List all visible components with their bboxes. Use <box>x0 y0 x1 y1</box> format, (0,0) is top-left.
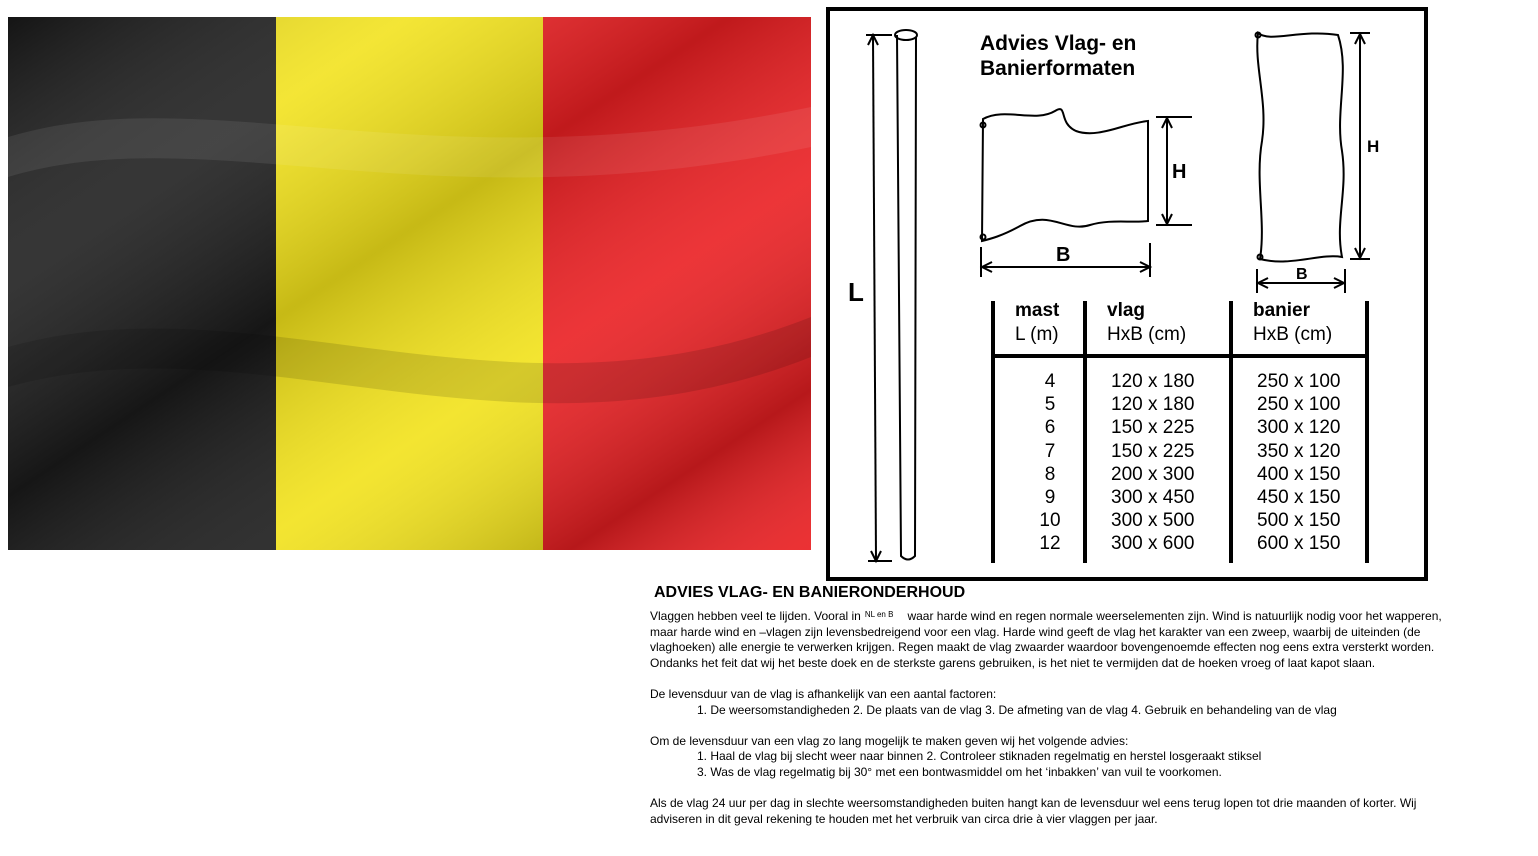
diagram-title-line2: Banierformaten <box>980 57 1136 80</box>
maintenance-advice <box>650 585 1530 843</box>
table-cell: 5 <box>1044 394 1056 416</box>
label-banner-width: B <box>1296 266 1308 283</box>
advice-text: vlaghoeken) alle energie te verwerken krijgen. Regen maakt de vlag zwaarder waardoor bovengenoemde effecten nog eens extra versterkt worden. <box>650 640 1435 655</box>
advice-text: waar harde wind en regen normale weerselementen zijn. Wind is natuurlijk nodig voor het wapperen, <box>907 608 1442 623</box>
flag-fold-shading <box>8 17 811 550</box>
header-vlag-unit: HxB (cm) <box>1107 324 1187 345</box>
banier-column <box>1257 370 1340 556</box>
table-cell: 120 x 180 <box>1111 394 1195 416</box>
header-vlag-title: vlag <box>1107 300 1146 321</box>
belgian-flag-image <box>8 17 811 550</box>
advice-paragraph-4 <box>650 796 1530 828</box>
mast-column <box>1020 370 1080 556</box>
advice-text: Ondanks het feit dat wij het beste doek en de sterkste garens gebruiken, is het niet te vermijden dat de hoeken vroeg of laat kapot slaan. <box>650 656 1376 671</box>
header-vlag <box>1107 299 1186 347</box>
table-cell: 300 x 500 <box>1111 510 1195 532</box>
header-banier-unit: HxB (cm) <box>1253 324 1333 345</box>
table-cell: 300 x 600 <box>1111 533 1195 555</box>
vlag-column <box>1111 370 1194 556</box>
size-advice-diagram <box>826 7 1428 581</box>
advice-text: Als de vlag 24 uur per dag in slechte weersomstandigheden buiten hangt kan de levensduur wel eens terug lopen tot drie maanden of korter. Wij <box>650 795 1417 810</box>
table-cell: 8 <box>1044 463 1056 485</box>
table-cell: 250 x 100 <box>1257 371 1341 392</box>
table-cell: 500 x 150 <box>1257 510 1341 532</box>
advice-text: Vlaggen hebben veel te lijden. Vooral in <box>650 608 861 623</box>
table-cell: 6 <box>1044 417 1056 439</box>
advice-text: De levensduur van de vlag is afhankelijk van een aantal factoren: <box>650 686 997 701</box>
table-cell: 150 x 225 <box>1111 417 1195 439</box>
table-cell: 450 x 150 <box>1257 487 1341 509</box>
table-cell: 12 <box>1039 533 1061 555</box>
label-flag-width: B <box>1056 244 1071 266</box>
table-cell: 7 <box>1044 440 1056 462</box>
header-mast <box>1015 299 1059 347</box>
table-cell: 4 <box>1044 371 1056 392</box>
advice-text: Om de levensduur van een vlag zo lang mogelijk te maken geven wij het volgende advies: <box>650 733 1129 748</box>
label-mast-length: L <box>848 277 864 307</box>
advice-text-small: NL en B <box>864 609 894 619</box>
label-banner-height: H <box>1367 137 1380 156</box>
header-mast-title: mast <box>1015 300 1060 321</box>
table-cell: 10 <box>1039 510 1061 532</box>
advice-text: maar harde wind en –vlagen zijn levensbedreigend voor een vlag. Harde wind geeft de vlag het karakter van een zweep, waarbij de uiteinden (de <box>650 624 1421 639</box>
advice-list: 1. De weersomstandigheden 2. De plaats van de vlag 3. De afmeting van de vlag 4. Gebruik en behandeling van de vlag <box>697 702 1337 717</box>
header-mast-unit: L (m) <box>1015 324 1059 345</box>
table-cell: 200 x 300 <box>1111 463 1195 485</box>
advice-paragraph-1 <box>650 607 1530 672</box>
table-cell: 250 x 100 <box>1257 394 1341 416</box>
mast-top <box>895 30 917 40</box>
table-cell: 300 x 450 <box>1111 487 1195 509</box>
advice-text: adviseren in dit geval rekening te houden met het verbruik van circa drie à vier vlaggen per jaar. <box>650 811 1158 826</box>
mast-pole <box>897 35 916 560</box>
advice-list: 3. Was de vlag regelmatig bij 30° met een bontwasmiddel om het ‘inbakken’ van vuil te voorkomen. <box>697 765 1222 780</box>
advice-title: ADVIES VLAG- EN BANIERONDERHOUD <box>654 584 966 601</box>
diagram-title-line1: Advies Vlag- en <box>980 32 1137 55</box>
advice-paragraph-2 <box>650 687 1530 719</box>
advice-paragraph-3 <box>650 734 1530 781</box>
table-cell: 9 <box>1044 487 1056 509</box>
flag-graphic <box>8 17 811 550</box>
table-cell: 150 x 225 <box>1111 440 1195 462</box>
table-cell: 300 x 120 <box>1257 417 1341 439</box>
table-cell: 400 x 150 <box>1257 463 1341 485</box>
advice-list: 1. Haal de vlag bij slecht weer naar binnen 2. Controleer stiknaden regelmatig en herstel losgeraakt stiksel <box>697 749 1262 764</box>
table-cell: 350 x 120 <box>1257 440 1341 462</box>
table-cell: 600 x 150 <box>1257 533 1341 555</box>
length-dimension-line <box>873 37 876 559</box>
header-banier-title: banier <box>1253 300 1311 321</box>
label-flag-height: H <box>1172 161 1187 183</box>
header-banier <box>1253 299 1332 347</box>
diagram-title <box>980 31 1136 81</box>
table-cell: 120 x 180 <box>1111 371 1195 392</box>
flag-outline <box>982 109 1148 241</box>
banner-outline <box>1257 33 1343 262</box>
